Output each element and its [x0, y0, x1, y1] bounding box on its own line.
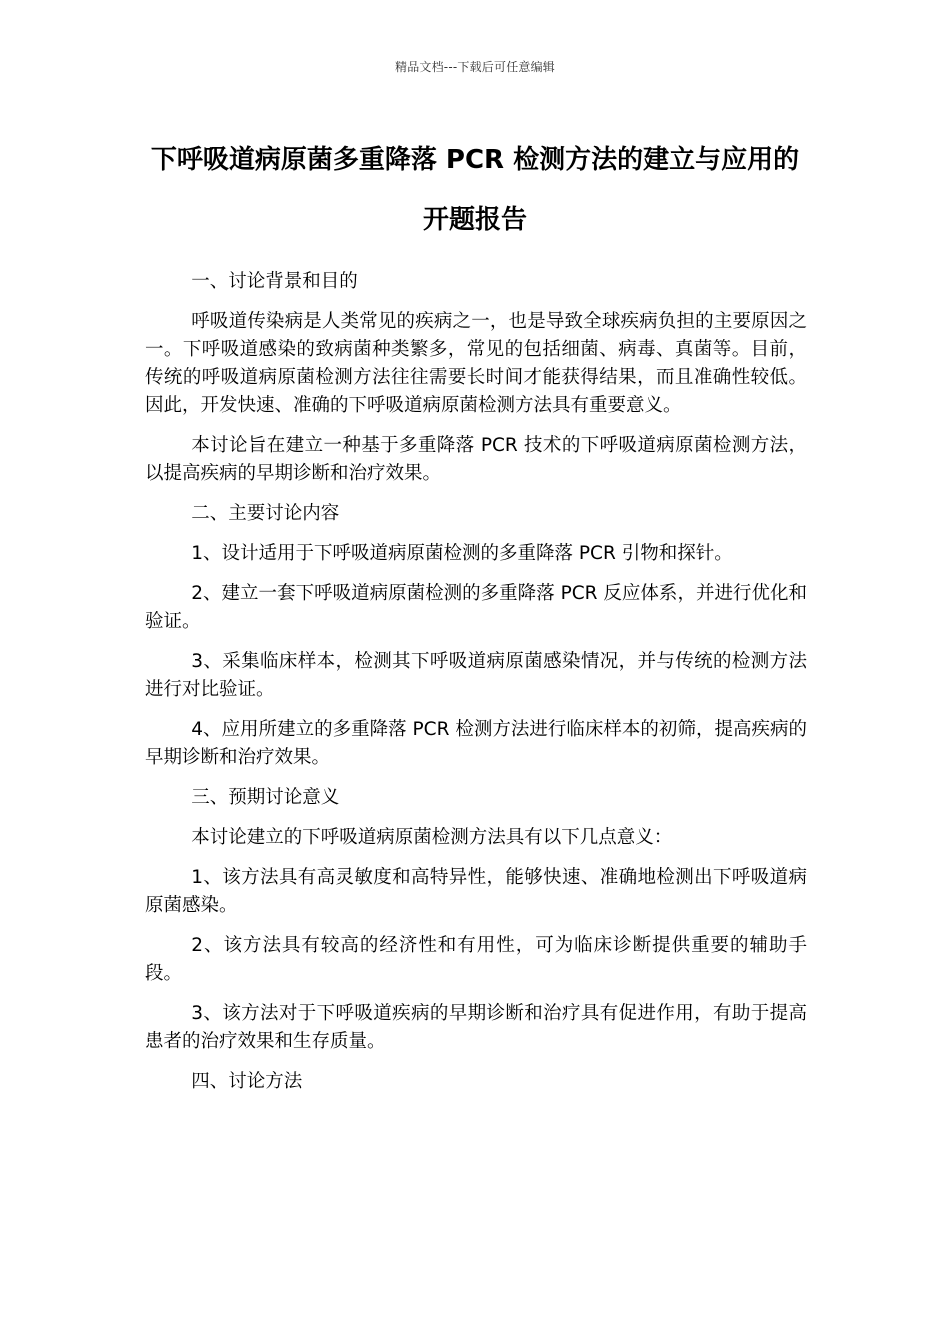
section-heading-content: 二、主要讨论内容 — [191, 503, 340, 524]
document-body — [145, 268, 807, 1108]
list-item-content-4: 4、应用所建立的多重降落 PCR 检测方法进行临床样本的初筛，提高疾病的早期诊断和治疗效果。 — [145, 719, 807, 768]
section-heading-significance: 三、预期讨论意义 — [191, 787, 340, 808]
list-item-content-2: 2、建立一套下呼吸道病原菌检测的多重降落 PCR 反应体系，并进行优化和验证。 — [145, 583, 807, 632]
list-item-content-1: 1、设计适用于下呼吸道病原菌检测的多重降落 PCR 引物和探针。 — [191, 543, 733, 564]
paragraph-significance-intro: 本讨论建立的下呼吸道病原菌检测方法具有以下几点意义： — [191, 827, 673, 848]
section-heading-background: 一、讨论背景和目的 — [191, 271, 358, 292]
section-heading-methods: 四、讨论方法 — [191, 1071, 303, 1092]
list-item-significance-3: 3、该方法对于下呼吸道疾病的早期诊断和治疗具有促进作用，有助于提高患者的治疗效果和生存质量。 — [145, 1003, 807, 1052]
header-note: 精品文档---下载后可任意编辑 — [395, 60, 555, 74]
document-title: 下呼吸道病原菌多重降落 PCR 检测方法的建立与应用的开题报告 — [150, 145, 800, 235]
paragraph-aim: 本讨论旨在建立一种基于多重降落 PCR 技术的下呼吸道病原菌检测方法，以提高疾病的早期诊断和治疗效果。 — [145, 435, 807, 484]
list-item-significance-2: 2、该方法具有较高的经济性和有用性，可为临床诊断提供重要的辅助手段。 — [145, 935, 807, 984]
list-item-content-3: 3、采集临床样本，检测其下呼吸道病原菌感染情况，并与传统的检测方法进行对比验证。 — [145, 651, 807, 700]
paragraph-background: 呼吸道传染病是人类常见的疾病之一，也是导致全球疾病负担的主要原因之一。下呼吸道感染的致病菌种类繁多，常见的包括细菌、病毒、真菌等。目前，传统的呼吸道病原菌检测方法往往需要长时间才能获得结果，而且准确性较低。因此，开发快速、准确的下呼吸道病原菌检测方法具有重要意义。 — [145, 311, 807, 416]
list-item-significance-1: 1、该方法具有高灵敏度和高特异性，能够快速、准确地检测出下呼吸道病原菌感染。 — [145, 867, 807, 916]
